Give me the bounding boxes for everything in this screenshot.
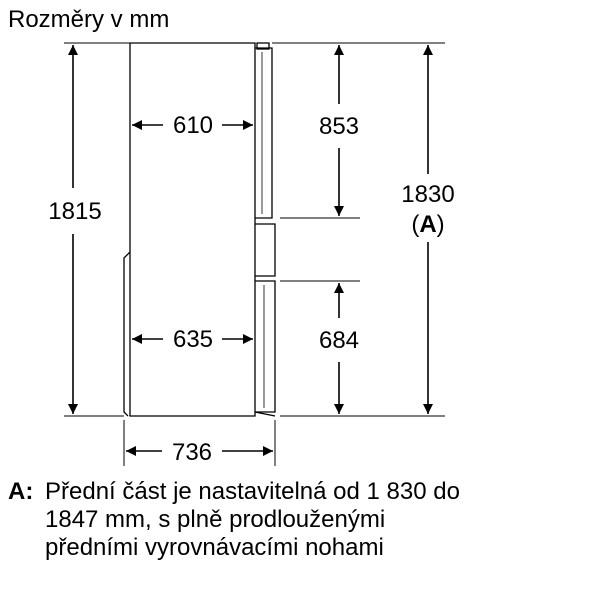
- dimension-labels: [48, 112, 454, 466]
- upper-door: [255, 48, 272, 218]
- footnote-key: A:: [8, 478, 34, 505]
- diagram-title: Rozměry v mm: [8, 6, 170, 33]
- ref-key: A: [419, 211, 437, 238]
- ref-close-paren: ): [436, 211, 445, 238]
- label-total-height: 1830: [401, 181, 455, 208]
- label-lower-door-height: 684: [318, 327, 360, 354]
- cabinet-rear-step: [124, 252, 130, 416]
- footnote: [8, 478, 592, 562]
- middle-drawer: [255, 224, 275, 276]
- label-body-height: 1815: [48, 198, 102, 225]
- dimension-arrows: [73, 45, 428, 451]
- label-total-depth: 736: [171, 439, 213, 466]
- label-upper-door-height: 853: [318, 113, 360, 140]
- cabinet-body: [130, 43, 255, 416]
- label-inner-width-top: 610: [172, 112, 214, 139]
- lower-door: [255, 281, 275, 412]
- footnote-text: Přední část je nastavitelná od 1 830 do 1847 mm, s plně prodlouženými předními vyrovnávacími nohami: [45, 478, 460, 561]
- ref-open-paren: (: [411, 211, 420, 238]
- label-total-height-ref: [411, 211, 444, 238]
- fridge-side-outline: [124, 43, 275, 416]
- label-inner-width-bottom: 635: [172, 326, 214, 353]
